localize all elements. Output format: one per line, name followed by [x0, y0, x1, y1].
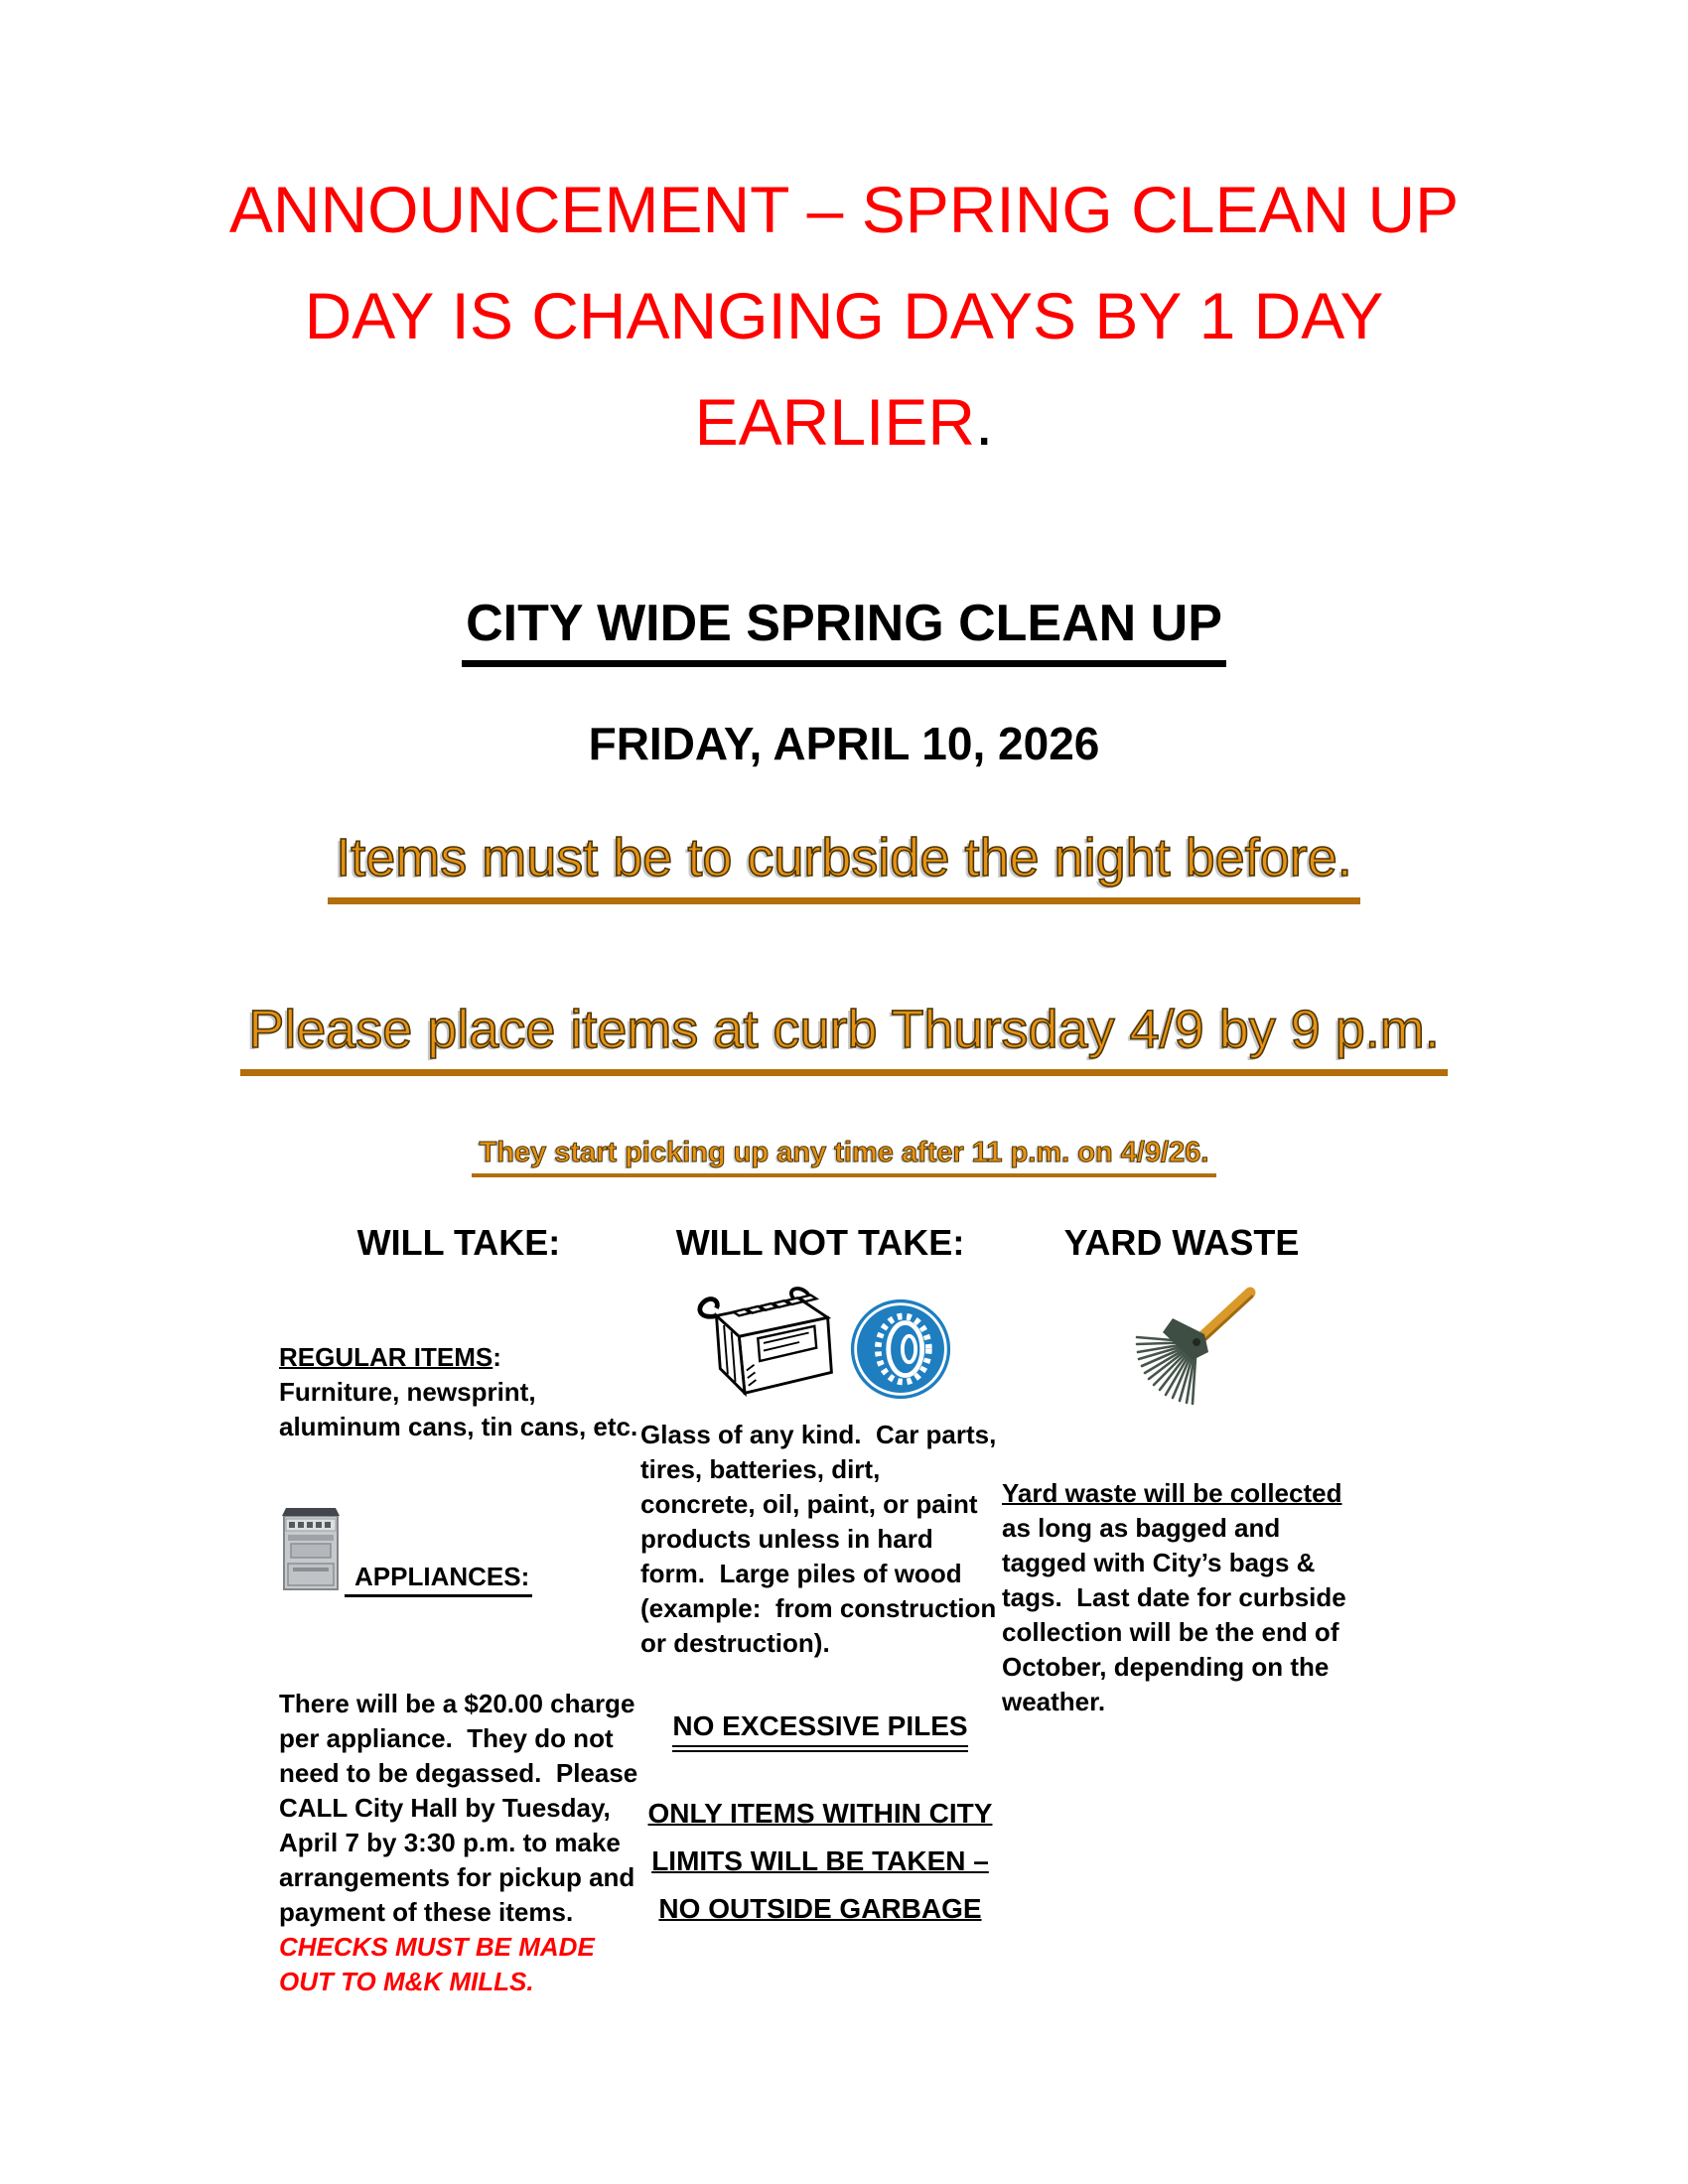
- city-limits-notice: [640, 1790, 1000, 1933]
- no-excessive-piles-text: NO EXCESSIVE PILES: [672, 1710, 967, 1752]
- will-take-header: WILL TAKE:: [356, 1222, 561, 1264]
- will-take-column: [279, 1221, 645, 1999]
- appliances-row: [279, 1502, 638, 1593]
- car-battery-icon: [688, 1281, 839, 1404]
- placement-notice-text: Please place items at curb Thursday 4/9 by 9 p.m.: [240, 998, 1448, 1076]
- curbside-notice-text: Items must be to curbside the night before.: [328, 826, 1360, 904]
- regular-items-colon: :: [492, 1342, 501, 1373]
- curbside-notice: [0, 826, 1688, 904]
- regular-items-text: Furniture, newsprint, aluminum cans, tin cans, etc.: [279, 1377, 638, 1442]
- page-title: [194, 0, 1494, 476]
- no-excessive-piles: [640, 1710, 1000, 1752]
- title-period: .: [975, 385, 994, 459]
- city-limits-text: ONLY ITEMS WITHIN CITY LIMITS WILL BE TAKEN – NO OUTSIDE GARBAGE: [647, 1798, 993, 1925]
- regular-items-paragraph: [279, 1340, 638, 1444]
- will-not-take-header: WILL NOT TAKE:: [675, 1222, 965, 1264]
- rake-row: [1002, 1287, 1361, 1417]
- appliance-charge-text: There will be a $20.00 charge per appliance. They do not need to be degassed. Please CALL City Hall by Tuesday, April 7 by 3:30 p.m. to make arrangements for pickup and payment of these items.: [279, 1689, 645, 1928]
- rake-icon: [1107, 1287, 1256, 1412]
- appliance-charge-paragraph: [279, 1687, 645, 1999]
- will-not-take-description: Glass of any kind. Car parts, tires, batteries, dirt, concrete, oil, paint, or paint products unless in hard form. Large piles of wood (example: from construction or destruction).: [640, 1420, 1004, 1659]
- yard-waste-header: YARD WASTE: [1063, 1222, 1300, 1264]
- event-date: FRIDAY, APRIL 10, 2026: [588, 718, 1100, 769]
- appliances-label: APPLIANCES:: [345, 1562, 532, 1597]
- section-heading: [0, 593, 1688, 667]
- title-red-text: ANNOUNCEMENT – SPRING CLEAN UP DAY IS CHANGING DAYS BY 1 DAY EARLIER: [228, 173, 1460, 459]
- yard-waste-paragraph: [1002, 1476, 1361, 1719]
- will-not-take-column: [640, 1221, 1004, 1999]
- info-columns: [279, 1221, 1363, 1999]
- tire-icon: [849, 1297, 952, 1401]
- pickup-time-notice: [0, 1136, 1688, 1178]
- yard-waste-lead: Yard waste will be collected: [1002, 1478, 1342, 1509]
- pickup-time-text: They start picking up any time after 11 p.m. on 4/9/26.: [472, 1136, 1217, 1178]
- stove-icon: [279, 1502, 343, 1593]
- yard-waste-column: [1002, 1221, 1361, 1999]
- regular-items-label: REGULAR ITEMS: [279, 1342, 493, 1373]
- yard-waste-rest: as long as bagged and tagged with City’s bags & tags. Last date for curbside collection will be the end of October, depending on the weather.: [1002, 1478, 1353, 1717]
- checks-notice-text: CHECKS MUST BE MADE OUT TO M&K MILLS.: [279, 1932, 603, 1997]
- will-not-take-icons: [640, 1281, 1000, 1404]
- heading-text: CITY WIDE SPRING CLEAN UP: [462, 593, 1226, 667]
- placement-notice: [0, 998, 1688, 1076]
